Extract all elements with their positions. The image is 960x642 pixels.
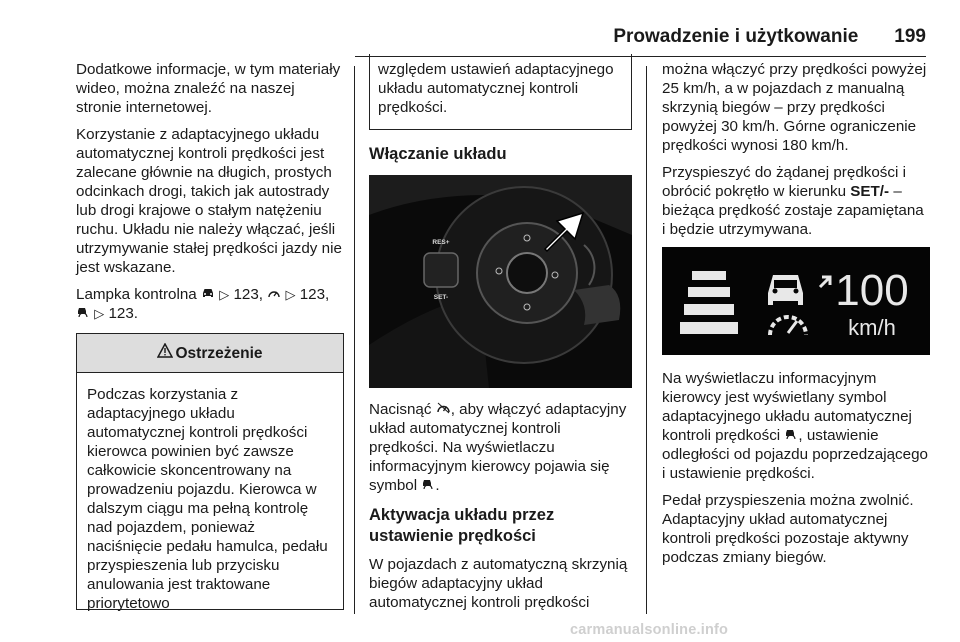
page-header — [355, 26, 926, 57]
column-divider — [354, 66, 355, 614]
adaptive-cruise-symbol-icon — [421, 476, 435, 495]
res-label: RES+ — [432, 239, 450, 246]
paragraph-text: – bieżąca prędkość zostaje zapamiętana i będzie utrzymywana. — [662, 183, 924, 238]
page-reference: 123, — [299, 286, 330, 303]
warning-title: Ostrzeżenie — [175, 344, 263, 362]
paragraph-text: , ustawienie odległości od pojazdu poprzedzającego i ustawienie prędkości. — [662, 427, 928, 482]
cruise-control-button-icon — [436, 400, 451, 419]
paragraph: W pojazdach z automatyczną skrzynią biegów adaptacyjny układ automatycznej kontroli prędkości — [369, 556, 628, 611]
adaptive-cruise-icon — [76, 304, 90, 323]
set-speed-value: 100 — [835, 266, 909, 315]
column-middle — [369, 60, 632, 620]
paragraph — [662, 369, 930, 483]
warning-text: Podczas korzystania z adaptacyjnego układu automatycznej kontroli prędkości kierowca powinien być zawsze całkowicie skoncentrowany na prowadzeniu pojazdu. Kierowca w dalszym ciągu ma pełną kontrolę nad pojazdem, ponieważ naciśnięcie pedału hamulca, pedału przyspieszenia lub przycisku anulowania jest traktowane priorytetowo — [87, 386, 328, 612]
paragraph: Pedał przyspieszenia można zwolnić. Adaptacyjny układ automatycznej kontroli prędkości pozostaje aktywny podczas zmiany biegów. — [662, 492, 914, 566]
warning-box — [76, 333, 344, 610]
adaptive-cruise-symbol-icon — [784, 426, 798, 445]
paragraph-text: . — [435, 477, 440, 494]
control-label: SET/- — [850, 183, 890, 200]
paragraph-text: , aby włączyć adaptacyjny układ automatycznej kontroli prędkości. Na wyświetlaczu informacyjnym kierowcy pojawia się symbol — [369, 401, 627, 494]
column-divider — [646, 66, 647, 614]
warning-box-continued — [369, 54, 632, 130]
paragraph-text: Przyspieszyć do żądanej prędkości i obrócić pokrętło w kierunku — [662, 164, 906, 200]
paragraph — [662, 163, 930, 239]
paragraph: można włączyć przy prędkości powyżej 25 km/h, a w pojazdach z manualną skrzynią biegów – przy prędkości powyżej 30 km/h. Górne ograniczenie prędkości wynosi 180 km/h. — [662, 61, 927, 154]
page-reference: 123, — [233, 286, 263, 303]
page-reference-icon: ▷ — [285, 287, 296, 302]
warning-triangle-icon — [157, 343, 173, 363]
driver-display-figure — [662, 247, 930, 355]
column-right — [662, 60, 930, 575]
warning-text-continued: względem ustawień adaptacyjnego układu automatycznej kontroli prędkości. — [378, 61, 614, 116]
paragraph-text: Na wyświetlaczu informacyjnym kierowcy jest wyświetlany symbol adaptacyjnego układu automatycznej kontroli prędkości — [662, 370, 912, 444]
paragraph — [76, 285, 344, 323]
column-left — [76, 60, 344, 610]
cruise-control-icon — [267, 285, 281, 304]
warning-header — [77, 334, 343, 373]
paragraph-text: Nacisnąć — [369, 401, 432, 418]
page-title: Prowadzenie i użytkowanie — [613, 26, 859, 47]
page-reference-icon: ▷ — [94, 306, 105, 321]
section-heading: Włączanie układu — [369, 145, 507, 163]
page-reference: 123. — [108, 305, 139, 322]
page-number: 199 — [894, 26, 926, 47]
paragraph — [369, 400, 632, 495]
section-heading: Aktywacja układu przez ustawienie prędkości — [369, 506, 555, 545]
speed-unit: km/h — [848, 315, 896, 340]
paragraph: Korzystanie z adaptacyjnego układu automatycznej kontroli prędkości jest zalecane głównie na długich, prostych odcinkach drogi, takich jak autostrady lub drogi krajowe o stałym natężeniu ruchu. Układu nie należy włączać, jeśli utrzymywanie stałej prędkości jazdy nie jest wskazane. — [76, 126, 342, 276]
page-reference-icon: ▷ — [219, 287, 230, 302]
paragraph: Dodatkowe informacje, w tym materiały wideo, można znaleźć na naszej stronie internetowej. — [76, 61, 341, 116]
set-label: SET- — [433, 294, 449, 301]
steering-wheel-figure — [369, 175, 632, 388]
paragraph-text: Lampka kontrolna — [76, 286, 197, 303]
car-lamp-icon — [201, 285, 215, 304]
watermark: carmanualsonline.info — [570, 622, 729, 638]
